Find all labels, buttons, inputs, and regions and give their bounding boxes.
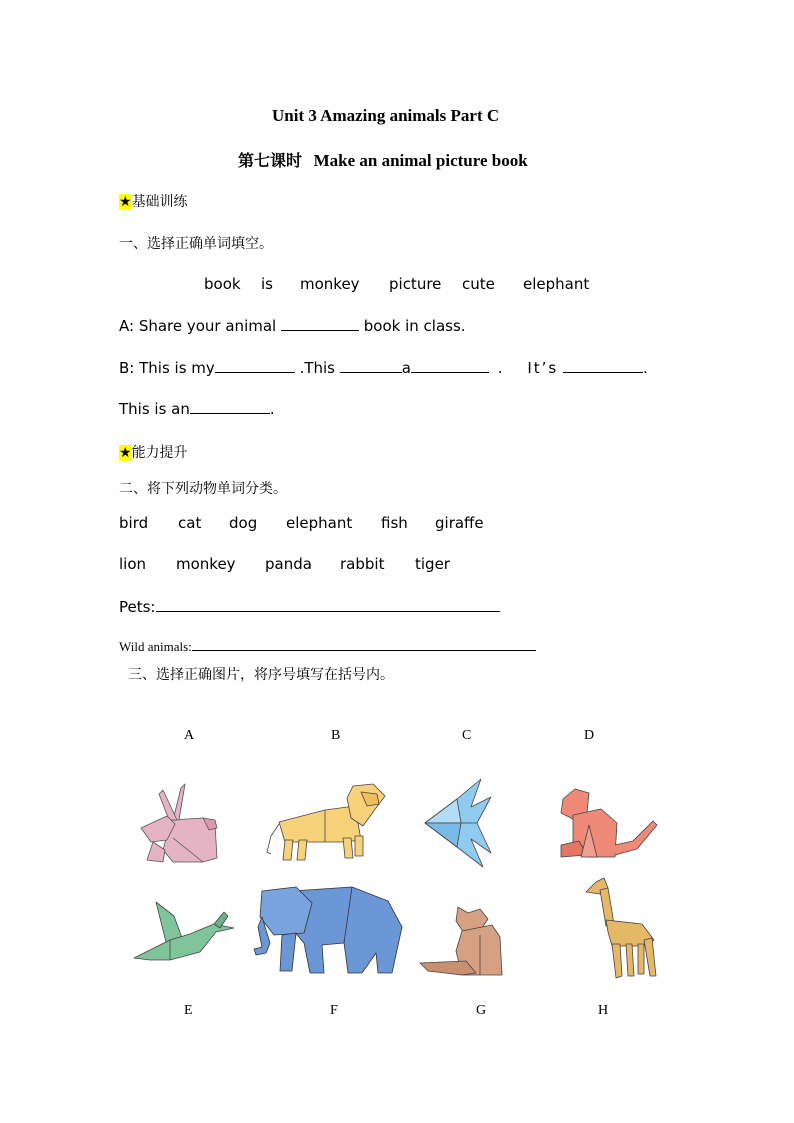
word-bank-item: elephant	[523, 275, 590, 293]
picture-label: A	[184, 728, 195, 743]
animal-word: tiger	[415, 555, 450, 573]
animal-word: panda	[265, 555, 312, 573]
section2-heading	[119, 442, 188, 462]
wild-label: Wild animals:	[119, 639, 192, 654]
star-icon: ★	[119, 445, 132, 461]
animal-word: cat	[178, 514, 202, 532]
pets-label: Pets:	[119, 598, 156, 616]
picture-label: G	[476, 1003, 487, 1018]
subtitle-en: Make an animal picture book	[313, 151, 528, 170]
picture-label: B	[331, 728, 341, 743]
animal-word: elephant	[286, 514, 353, 532]
sentence-b-its: It’s	[527, 359, 559, 377]
sentence-c-prefix: This is an	[119, 400, 190, 418]
picture-label: F	[330, 1003, 338, 1018]
monkey-picture[interactable]	[553, 785, 661, 865]
sentence-b-this: .This	[299, 359, 335, 377]
section2-label: 能力提升	[131, 445, 188, 461]
cat-picture[interactable]	[418, 905, 506, 979]
subtitle-cn: 第七课时	[238, 151, 303, 170]
fill-blank[interactable]	[281, 316, 359, 331]
rabbit-picture[interactable]	[133, 780, 223, 868]
lion-picture[interactable]	[265, 782, 387, 862]
sentence-c-end: .	[269, 400, 275, 418]
section1-instruction: 一、选择正确单词填空。	[119, 236, 273, 252]
sentence-c	[119, 399, 275, 418]
sentence-b-prefix: B: This is my	[119, 359, 215, 377]
picture-label: E	[184, 1003, 193, 1018]
fill-blank[interactable]	[563, 358, 643, 373]
section1-heading	[119, 191, 188, 211]
animal-word: rabbit	[340, 555, 385, 573]
sentence-b-end: .	[642, 359, 648, 377]
wild-line	[119, 636, 536, 655]
picture-label: C	[462, 728, 472, 743]
fill-blank[interactable]	[340, 358, 402, 373]
animal-word: fish	[381, 514, 408, 532]
animal-word: bird	[119, 514, 149, 532]
animal-word: lion	[119, 555, 147, 573]
fish-picture[interactable]	[421, 777, 493, 869]
page-title: Unit 3 Amazing animals Part C	[272, 106, 500, 125]
wild-answer-blank[interactable]	[192, 636, 536, 651]
sentence-b	[119, 358, 648, 377]
animal-word: giraffe	[435, 514, 484, 532]
sentence-b-a: a	[401, 359, 411, 377]
sentence-a-suffix: book in class.	[363, 317, 466, 335]
section3-instruction: 三、选择正确图片，将序号填写在括号内。	[128, 667, 394, 683]
bird-picture[interactable]	[130, 898, 236, 968]
page-subtitle	[238, 148, 528, 171]
elephant-picture[interactable]	[252, 883, 404, 975]
word-bank-item: is	[261, 275, 273, 293]
picture-label: D	[584, 728, 595, 743]
sentence-a-prefix: A: Share your animal	[119, 317, 277, 335]
word-bank-item: monkey	[300, 275, 360, 293]
sentence-a	[119, 316, 466, 335]
pets-answer-blank[interactable]	[156, 597, 500, 612]
word-bank-item: book	[204, 275, 241, 293]
word-bank-item: cute	[462, 275, 495, 293]
word-bank-item: picture	[389, 275, 442, 293]
pets-line	[119, 597, 500, 616]
section1-label: 基础训练	[131, 194, 188, 210]
fill-blank[interactable]	[190, 399, 270, 414]
fill-blank[interactable]	[215, 358, 295, 373]
star-icon: ★	[119, 194, 132, 210]
fill-blank[interactable]	[411, 358, 489, 373]
section2-instruction: 二、将下列动物单词分类。	[119, 481, 287, 497]
animal-word: monkey	[176, 555, 236, 573]
animal-word: dog	[229, 514, 258, 532]
sentence-b-dot: .	[497, 359, 503, 377]
picture-label: H	[598, 1003, 609, 1018]
giraffe-picture[interactable]	[584, 876, 658, 980]
